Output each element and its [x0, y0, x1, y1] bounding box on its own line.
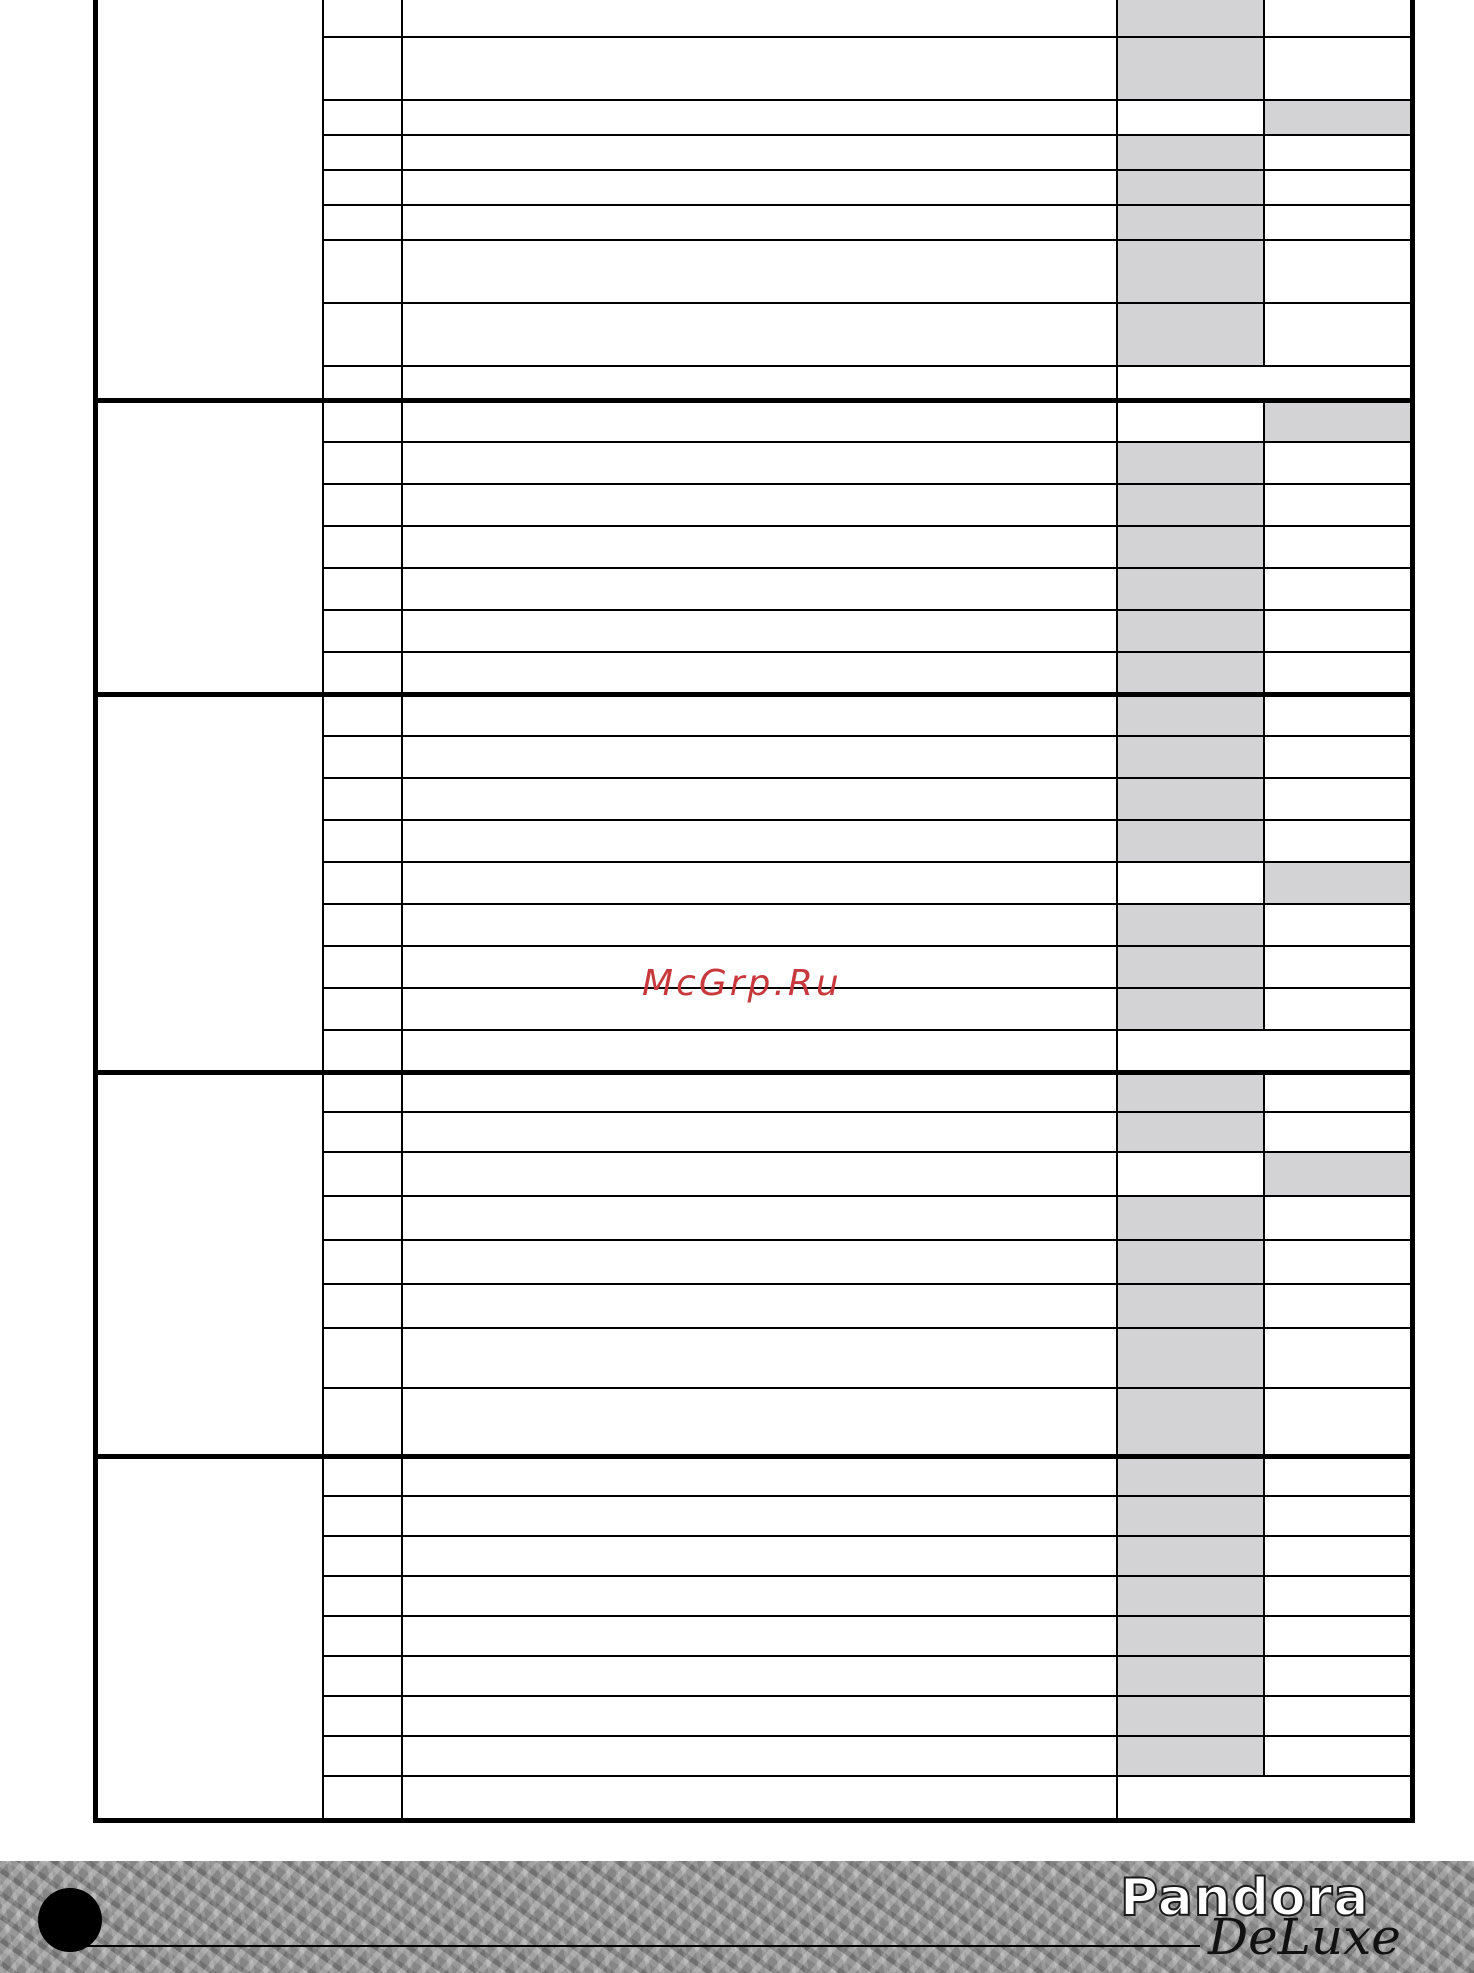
option-cell-a	[1117, 0, 1264, 37]
row-number-cell	[323, 820, 402, 862]
row-description-cell	[402, 1152, 1117, 1196]
option-cell-b	[1264, 1388, 1413, 1456]
option-cell-a	[1117, 37, 1264, 100]
merged-value-cell	[1117, 1776, 1413, 1820]
row-description-cell	[402, 442, 1117, 484]
option-cell-a	[1117, 526, 1264, 568]
brand-subname: DeLuxe	[1208, 1908, 1401, 1966]
row-description-cell	[402, 135, 1117, 170]
option-cell-a	[1117, 1328, 1264, 1388]
row-description-cell	[402, 1616, 1117, 1656]
option-cell-b	[1264, 778, 1413, 820]
brand-logo	[1120, 1868, 1420, 1968]
row-description-cell	[402, 0, 1117, 37]
row-description-cell	[402, 303, 1117, 366]
row-description-cell	[402, 1284, 1117, 1328]
row-number-cell	[323, 442, 402, 484]
option-cell-a	[1117, 1240, 1264, 1284]
option-cell-a	[1117, 1576, 1264, 1616]
row-description-cell	[402, 1496, 1117, 1536]
section-label-cell	[96, 0, 323, 400]
row-number-cell	[323, 568, 402, 610]
option-cell-b	[1264, 1112, 1413, 1152]
row-description-cell	[402, 1112, 1117, 1152]
option-cell-b	[1264, 526, 1413, 568]
row-number-cell	[323, 988, 402, 1030]
option-cell-b	[1264, 1328, 1413, 1388]
option-cell-a	[1117, 170, 1264, 205]
option-cell-a	[1117, 1388, 1264, 1456]
option-cell-b	[1264, 442, 1413, 484]
option-cell-b	[1264, 100, 1413, 135]
option-cell-b	[1264, 862, 1413, 904]
option-cell-b	[1264, 904, 1413, 946]
option-cell-a	[1117, 904, 1264, 946]
option-cell-b	[1264, 1736, 1413, 1776]
row-number-cell	[323, 0, 402, 37]
option-cell-b	[1264, 484, 1413, 526]
option-cell-b	[1264, 1696, 1413, 1736]
row-description-cell	[402, 1456, 1117, 1496]
row-description-cell	[402, 568, 1117, 610]
row-number-cell	[323, 1656, 402, 1696]
row-description-cell	[402, 1776, 1117, 1820]
row-description-cell	[402, 366, 1117, 400]
row-description-cell	[402, 37, 1117, 100]
row-number-cell	[323, 1328, 402, 1388]
row-number-cell	[323, 694, 402, 736]
option-cell-b	[1264, 1496, 1413, 1536]
brand-name: Pandora	[1120, 1868, 1370, 1928]
row-description-cell	[402, 100, 1117, 135]
row-description-cell	[402, 1536, 1117, 1576]
option-cell-a	[1117, 1536, 1264, 1576]
row-number-cell	[323, 1696, 402, 1736]
option-cell-a	[1117, 1112, 1264, 1152]
option-cell-a	[1117, 1616, 1264, 1656]
option-cell-a	[1117, 303, 1264, 366]
row-number-cell	[323, 1284, 402, 1328]
row-description-cell	[402, 170, 1117, 205]
option-cell-a	[1117, 442, 1264, 484]
row-description-cell	[402, 652, 1117, 694]
table-row	[96, 1456, 1413, 1496]
row-description-cell	[402, 1736, 1117, 1776]
option-cell-a	[1117, 1456, 1264, 1496]
row-description-cell	[402, 736, 1117, 778]
option-cell-b	[1264, 1536, 1413, 1576]
option-cell-b	[1264, 1456, 1413, 1496]
row-description-cell	[402, 904, 1117, 946]
row-description-cell	[402, 400, 1117, 442]
row-description-cell	[402, 778, 1117, 820]
option-cell-a	[1117, 736, 1264, 778]
option-cell-b	[1264, 820, 1413, 862]
row-number-cell	[323, 736, 402, 778]
option-cell-a	[1117, 400, 1264, 442]
option-cell-a	[1117, 694, 1264, 736]
option-cell-a	[1117, 610, 1264, 652]
form-table	[93, 0, 1415, 1823]
option-cell-a	[1117, 135, 1264, 170]
table-row	[96, 1072, 1413, 1112]
row-number-cell	[323, 484, 402, 526]
option-cell-a	[1117, 946, 1264, 988]
row-description-cell	[402, 205, 1117, 240]
row-number-cell	[323, 1388, 402, 1456]
option-cell-b	[1264, 568, 1413, 610]
row-number-cell	[323, 1776, 402, 1820]
row-number-cell	[323, 1456, 402, 1496]
option-cell-b	[1264, 1284, 1413, 1328]
option-cell-a	[1117, 1196, 1264, 1240]
option-cell-b	[1264, 1656, 1413, 1696]
option-cell-b	[1264, 170, 1413, 205]
row-number-cell	[323, 610, 402, 652]
table-row	[96, 400, 1413, 442]
option-cell-a	[1117, 1072, 1264, 1112]
option-cell-b	[1264, 1072, 1413, 1112]
row-description-cell	[402, 484, 1117, 526]
merged-value-cell	[1117, 366, 1413, 400]
row-description-cell	[402, 526, 1117, 568]
row-number-cell	[323, 1196, 402, 1240]
option-cell-a	[1117, 205, 1264, 240]
option-cell-b	[1264, 135, 1413, 170]
option-cell-b	[1264, 1616, 1413, 1656]
option-cell-b	[1264, 610, 1413, 652]
row-number-cell	[323, 303, 402, 366]
row-description-cell	[402, 1388, 1117, 1456]
row-number-cell	[323, 1152, 402, 1196]
option-cell-b	[1264, 694, 1413, 736]
option-cell-b	[1264, 0, 1413, 37]
row-number-cell	[323, 526, 402, 568]
option-cell-b	[1264, 988, 1413, 1030]
option-cell-a	[1117, 652, 1264, 694]
option-cell-a	[1117, 820, 1264, 862]
row-description-cell	[402, 862, 1117, 904]
option-cell-a	[1117, 484, 1264, 526]
row-description-cell	[402, 610, 1117, 652]
option-cell-b	[1264, 736, 1413, 778]
option-cell-b	[1264, 1196, 1413, 1240]
section-label-cell	[96, 400, 323, 694]
row-number-cell	[323, 1240, 402, 1284]
row-number-cell	[323, 1112, 402, 1152]
row-description-cell	[402, 1656, 1117, 1696]
row-description-cell	[402, 1576, 1117, 1616]
row-number-cell	[323, 1536, 402, 1576]
row-number-cell	[323, 205, 402, 240]
option-cell-a	[1117, 1496, 1264, 1536]
page-number-dot	[38, 1888, 102, 1952]
option-cell-b	[1264, 37, 1413, 100]
row-number-cell	[323, 37, 402, 100]
merged-value-cell	[1117, 1030, 1413, 1072]
row-number-cell	[323, 1030, 402, 1072]
row-number-cell	[323, 946, 402, 988]
option-cell-b	[1264, 205, 1413, 240]
option-cell-a	[1117, 100, 1264, 135]
row-description-cell	[402, 1072, 1117, 1112]
row-number-cell	[323, 1736, 402, 1776]
option-cell-a	[1117, 988, 1264, 1030]
row-description-cell	[402, 1030, 1117, 1072]
option-cell-a	[1117, 240, 1264, 303]
option-cell-a	[1117, 1152, 1264, 1196]
option-cell-b	[1264, 400, 1413, 442]
option-cell-b	[1264, 1152, 1413, 1196]
row-number-cell	[323, 904, 402, 946]
option-cell-a	[1117, 778, 1264, 820]
option-cell-a	[1117, 1696, 1264, 1736]
table-row	[96, 0, 1413, 37]
option-cell-a	[1117, 1656, 1264, 1696]
row-number-cell	[323, 1616, 402, 1656]
row-number-cell	[323, 100, 402, 135]
row-number-cell	[323, 240, 402, 303]
row-description-cell	[402, 1696, 1117, 1736]
option-cell-b	[1264, 240, 1413, 303]
row-number-cell	[323, 366, 402, 400]
row-description-cell	[402, 1328, 1117, 1388]
section-label-cell	[96, 694, 323, 1072]
row-description-cell	[402, 1196, 1117, 1240]
row-number-cell	[323, 1496, 402, 1536]
row-number-cell	[323, 1576, 402, 1616]
option-cell-a	[1117, 1284, 1264, 1328]
section-label-cell	[96, 1456, 323, 1820]
row-number-cell	[323, 652, 402, 694]
row-number-cell	[323, 135, 402, 170]
row-description-cell	[402, 1240, 1117, 1284]
table-row	[96, 694, 1413, 736]
footer-rule	[70, 1945, 1200, 1947]
row-description-cell	[402, 240, 1117, 303]
option-cell-b	[1264, 1240, 1413, 1284]
option-cell-b	[1264, 1576, 1413, 1616]
option-cell-a	[1117, 862, 1264, 904]
section-label-cell	[96, 1072, 323, 1456]
option-cell-b	[1264, 652, 1413, 694]
row-number-cell	[323, 862, 402, 904]
row-number-cell	[323, 778, 402, 820]
row-description-cell	[402, 694, 1117, 736]
option-cell-b	[1264, 303, 1413, 366]
row-description-cell	[402, 820, 1117, 862]
option-cell-b	[1264, 946, 1413, 988]
row-number-cell	[323, 170, 402, 205]
option-cell-a	[1117, 568, 1264, 610]
watermark: McGrp.Ru	[642, 963, 842, 1004]
row-number-cell	[323, 1072, 402, 1112]
row-number-cell	[323, 400, 402, 442]
option-cell-a	[1117, 1736, 1264, 1776]
